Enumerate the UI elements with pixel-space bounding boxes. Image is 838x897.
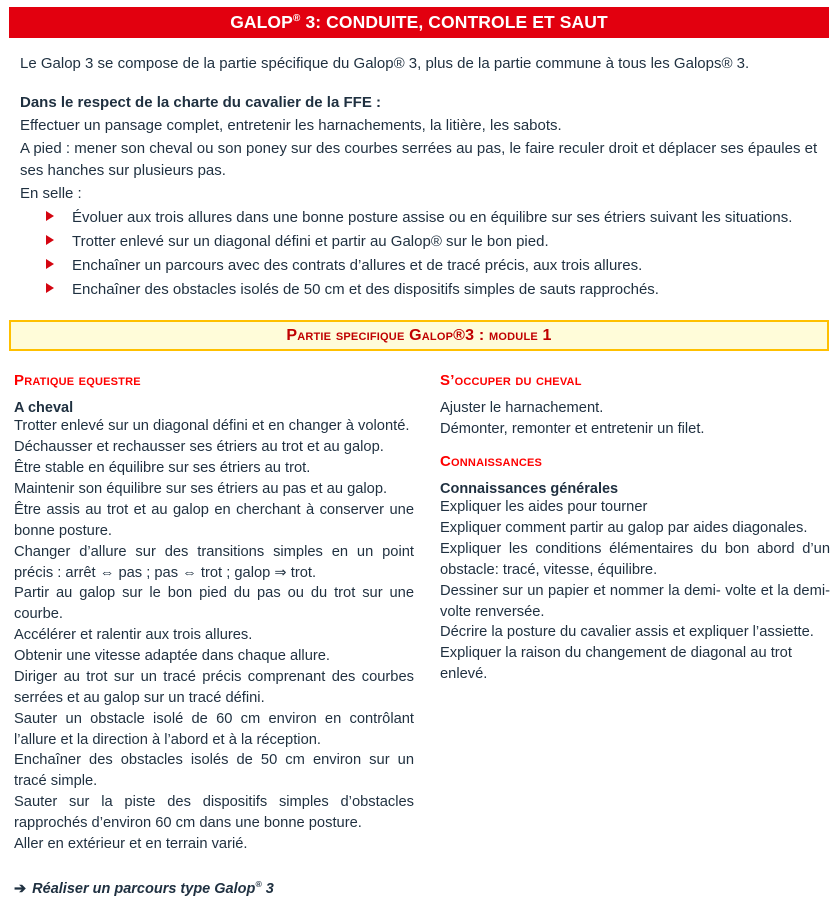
- intro-line-2: A pied : mener son cheval ou son poney sur des courbes serrées au pas, le faire reculer droit et déplacer ses épaules et ses hanches sur plusieurs pas.: [20, 140, 818, 180]
- right-column: [440, 372, 830, 685]
- right-line-4: Expliquer comment partir au galop par aides diagonales.: [440, 520, 808, 537]
- triangle-bullet-icon: [46, 211, 54, 221]
- triangle-bullet-icon: [46, 235, 54, 245]
- right-arrow-icon: ➔: [14, 880, 27, 897]
- right-line-1: Ajuster le harnachement.: [440, 400, 604, 417]
- right-section-heading-2: Connaissances: [440, 453, 543, 471]
- spacer: [440, 389, 830, 398]
- registered-mark-icon: ®: [255, 879, 262, 890]
- list-item: [46, 279, 838, 302]
- right-line-6: Dessiner sur un papier et nommer la demi- volte et la demi-volte renversée.: [440, 582, 830, 620]
- left-line-8: Accélérer et ralentir aux trois allures.: [14, 627, 253, 644]
- page-title-suffix: 3: CONDUITE, CONTROLE ET SAUT: [300, 12, 608, 32]
- left-line-2: Déchausser et rechausser ses étriers au trot et au galop.: [14, 439, 384, 456]
- list-item: [46, 207, 838, 230]
- module-banner: [9, 320, 829, 351]
- spacer: [440, 440, 830, 453]
- left-line-10: Diriger au trot sur un tracé précis comprenant des courbes serrées et au galop sur un tracé défini.: [14, 668, 414, 706]
- right-line-7: Décrire la posture du cavalier assis et expliquer l’assiette.: [440, 624, 814, 641]
- right-line-3: Expliquer les aides pour tourner: [440, 499, 648, 516]
- right-sub-heading-2: Connaissances générales: [440, 481, 619, 498]
- left-line-14: Aller en extérieur et en terrain varié.: [14, 835, 248, 852]
- page-title-banner: [9, 7, 829, 38]
- triangle-bullet-icon: [46, 283, 54, 293]
- module-banner-label: Partie specifique Galop®3 : module 1: [286, 326, 552, 344]
- intro-line-1: Effectuer un pansage complet, entretenir les harnachements, la litière, les sabots.: [20, 117, 562, 135]
- right-line-2: Démonter, remonter et entretenir un filet.: [440, 421, 705, 438]
- page-title-prefix: GALOP: [230, 12, 293, 32]
- registered-mark-icon: ®: [292, 13, 301, 25]
- intro-section: [20, 53, 826, 205]
- list-item: [46, 255, 838, 278]
- left-sub-heading: A cheval: [14, 400, 74, 417]
- list-item-label: Évoluer aux trois allures dans une bonne posture assise ou en équilibre sur ses étriers suivant les situations.: [72, 209, 793, 227]
- content-columns: [0, 372, 838, 896]
- left-footer-prefix: Réaliser un parcours type Galop: [32, 880, 256, 897]
- right-line-5: Expliquer les conditions élémentaires du bon abord d’un obstacle: tracé, vitesse, équilibre.: [440, 540, 830, 578]
- list-item-label: Enchaîner un parcours avec des contrats d’allures et de tracé précis, aux trois allures.: [72, 256, 643, 274]
- list-item-label: Enchaîner des obstacles isolés de 50 cm et des dispositifs simples de sauts rapprochés.: [72, 280, 659, 298]
- charte-heading: Dans le respect de la charte du cavalier de la FFE :: [20, 94, 381, 112]
- right-section-heading-1: S’occuper du cheval: [440, 372, 582, 390]
- intro-line-3: En selle :: [20, 185, 82, 203]
- left-footer-objective: [14, 881, 414, 897]
- left-line-12: Enchaîner des obstacles isolés de 50 cm environ sur un tracé simple.: [14, 752, 414, 790]
- left-line-1: Trotter enlevé sur un diagonal défini et en changer à volonté.: [14, 418, 410, 435]
- left-footer-suffix: 3: [261, 880, 274, 897]
- left-line-13: Sauter sur la piste des dispositifs simples d’obstacles rapprochés d’environ 60 cm dans une bonne posture.: [14, 794, 414, 832]
- list-item-label: Trotter enlevé sur un diagonal défini et partir au Galop® sur le bon pied.: [72, 233, 549, 251]
- left-line-4: Maintenir son équilibre sur ses étriers au pas et au galop.: [14, 481, 388, 498]
- left-line-9: Obtenir une vitesse adaptée dans chaque allure.: [14, 648, 330, 665]
- left-line-11: Sauter un obstacle isolé de 60 cm environ en contrôlant l’allure et la direction à l’abord et à la réception.: [14, 710, 414, 748]
- right-line-8: Expliquer la raison du changement de diagonal au trot enlevé.: [440, 645, 792, 683]
- left-section-heading: Pratique equestre: [14, 372, 141, 390]
- left-line-6: Changer d’allure sur des transitions simples en un point précis : arrêt ⇔ pas ; pas ⇔ trot ; galop ⇒ trot.: [14, 543, 414, 581]
- en-selle-bullet-list: [0, 207, 838, 301]
- list-item: [46, 231, 838, 254]
- left-line-3: Être stable en équilibre sur ses étriers au trot.: [14, 460, 311, 477]
- left-line-5: Être assis au trot et au galop en cherchant à conserver une bonne posture.: [14, 501, 414, 539]
- intro-lead: Le Galop 3 se compose de la partie spécifique du Galop® 3, plus de la partie commune à tous les Galops® 3.: [20, 55, 750, 72]
- left-line-7: Partir au galop sur le bon pied du pas ou du trot sur une courbe.: [14, 585, 414, 623]
- triangle-bullet-icon: [46, 259, 54, 269]
- page-title: [230, 12, 608, 33]
- left-column: [14, 372, 414, 896]
